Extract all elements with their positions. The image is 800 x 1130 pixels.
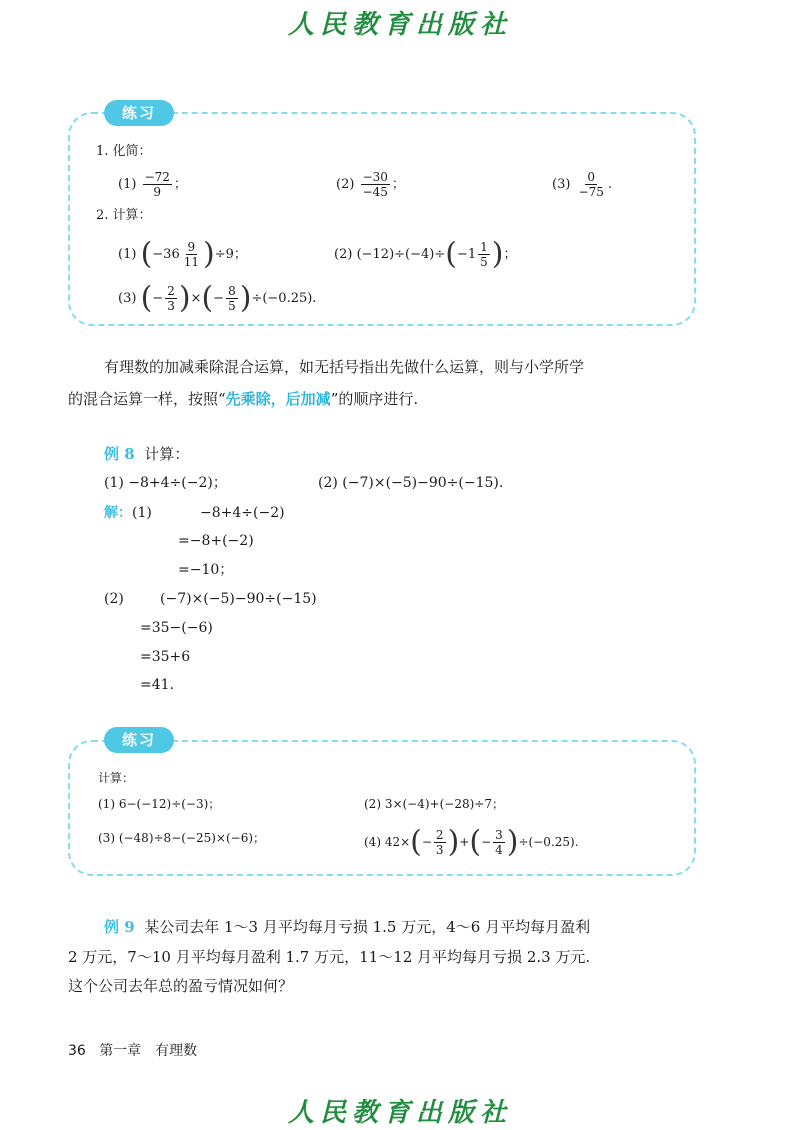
page-footer xyxy=(68,1040,197,1060)
ex1-q2-b-post: ； xyxy=(503,247,517,262)
denominator: 5 xyxy=(228,299,236,313)
solution-2-line-1: (−7)×(−5)−90÷(−15) xyxy=(160,591,317,607)
ex2-problem-3: (3) (−48)÷8−(−25)×(−6)； xyxy=(98,831,266,845)
solution-1-label: (1) xyxy=(132,505,152,521)
rule-highlight: 先乘除，后加减 xyxy=(225,390,331,408)
numerator: 1 xyxy=(480,240,488,254)
example-9-line-2: 2 万元，7～10 月平均每月盈利 1.7 万元，11～12 月平均每月亏损 2.3 万元. xyxy=(68,948,591,966)
ex1-q2-a-label: (1) xyxy=(118,247,137,262)
ex1-q2-a-fraction xyxy=(182,240,201,269)
ex1-q2-a-pre: −36 xyxy=(152,247,180,262)
solution-1-line-1: −8+4÷(−2) xyxy=(200,505,285,521)
ex1-q2-b xyxy=(334,236,517,272)
numerator: −72 xyxy=(144,170,170,184)
ex1-q1-b-end: ； xyxy=(391,177,405,192)
ex1-q2-a-post: ÷9； xyxy=(214,247,247,262)
solution-2-line-2: =35−(−6) xyxy=(140,620,213,636)
paragraph-line-2 xyxy=(68,384,418,415)
chapter-title: 第一章 有理数 xyxy=(99,1043,198,1059)
left-paren: ( xyxy=(469,824,482,860)
exercise-tag-2: 练习 xyxy=(104,727,174,753)
example-8-title: 计算： xyxy=(144,445,190,463)
left-paren: ( xyxy=(410,824,422,860)
numerator: 0 xyxy=(587,170,596,184)
ex1-q2-c-post: ÷(−0.25). xyxy=(251,291,317,306)
numerator: 3 xyxy=(495,828,503,842)
ex1-q1-b-label: (2) xyxy=(336,177,355,192)
ex1-q2-c-fraction-1 xyxy=(165,284,177,313)
solution-2-label: (2) xyxy=(104,591,124,607)
example-8-problem-2: (2) (−7)×(−5)−90÷(−15). xyxy=(318,475,504,491)
publisher-logo-header: 人民教育出版社 xyxy=(287,10,512,40)
ex1-q2-b-label: (2) xyxy=(334,247,353,262)
ex2-problem-1: (1) 6−(−12)÷(−3)； xyxy=(98,797,221,811)
right-paren: ) xyxy=(447,824,460,860)
ex1-q1-title: 1. 化简： xyxy=(96,144,152,159)
ex2-p4-mid: + xyxy=(459,835,470,849)
ex1-q1-a xyxy=(118,170,187,199)
solution-1-line-2: =−8+(−2) xyxy=(178,533,254,549)
ex1-q2-b-whole: −1 xyxy=(456,247,477,262)
ex2-p4-post: ÷(−0.25). xyxy=(518,835,579,849)
example-9-text-1: 某公司去年 1～3 月平均每月亏损 1.5 万元，4～6 月平均每月盈利 xyxy=(144,918,591,936)
example-9-label: 例 9 xyxy=(104,918,135,936)
denominator: −75 xyxy=(578,185,604,199)
ex1-q1-a-fraction xyxy=(143,170,172,199)
solution-label: 解： xyxy=(104,505,132,521)
example-8-heading xyxy=(104,443,189,465)
ex2-p4-fraction-2 xyxy=(493,828,505,857)
paragraph-line-1: 有理数的加减乘除混合运算，如无括号指出先做什么运算，则与小学所学 xyxy=(104,358,585,376)
ex1-q2-title: 2. 计算： xyxy=(96,208,152,223)
ex1-q1-c-fraction xyxy=(577,170,606,199)
right-paren: ) xyxy=(239,280,252,316)
denominator: 5 xyxy=(480,255,488,269)
numerator: 8 xyxy=(228,284,236,298)
solution-1-line-3: =−10； xyxy=(178,562,234,578)
example-8-problem-1: (1) −8+4÷(−2)； xyxy=(104,475,227,491)
ex1-q2-c: (3) (− $\frac{2}{3}$ )×(− $\frac{8}{5}$ )÷(−0.25). xyxy=(118,280,317,316)
publisher-logo-footer: 人民教育出版社 xyxy=(287,1098,512,1128)
solution-1-first xyxy=(104,502,152,524)
numerator: 2 xyxy=(167,284,175,298)
ex2-p4-pre: (4) 42× xyxy=(364,835,411,849)
right-paren: ) xyxy=(203,236,215,272)
example-8-label: 例 8 xyxy=(104,445,135,463)
left-paren: ( xyxy=(445,236,457,272)
right-paren: ) xyxy=(506,824,519,860)
left-paren: ( xyxy=(140,280,153,316)
ex2-problem-2: (2) 3×(−4)+(−28)÷7； xyxy=(364,797,504,811)
paragraph-line-2-pre: 的混合运算一样，按照“ xyxy=(68,390,226,408)
numerator: −30 xyxy=(362,170,388,184)
denominator: 9 xyxy=(153,185,162,199)
numerator: 9 xyxy=(187,240,196,254)
ex1-q1-a-label: (1) xyxy=(118,177,137,192)
ex1-q2-c-label: (3) xyxy=(118,291,137,306)
solution-2-line-3: =35+6 xyxy=(140,649,191,665)
ex1-q1-b xyxy=(336,170,405,199)
right-paren: ) xyxy=(178,280,191,316)
ex2-title: 计算： xyxy=(98,771,135,785)
solution-2-line-4: =41. xyxy=(140,677,174,693)
ex1-q2-c-fraction-2 xyxy=(226,284,238,313)
left-paren: ( xyxy=(201,280,214,316)
ex1-q1-b-fraction xyxy=(361,170,390,199)
ex2-p4-fraction-1 xyxy=(434,828,446,857)
ex1-q1-c-label: (3) xyxy=(552,177,571,192)
denominator: −45 xyxy=(362,185,388,199)
ex2-problem-4: (4) 42×(− $\frac{2}{3}$ )+(− $\frac{3}{4}$ )÷(−0.25). xyxy=(364,824,579,860)
example-9-line-1 xyxy=(104,912,590,943)
ex1-q1-c xyxy=(552,170,612,199)
denominator: 3 xyxy=(435,843,444,857)
exercise-tag-1: 练习 xyxy=(104,100,174,126)
page-number: 36 xyxy=(68,1043,86,1059)
ex1-q2-b-pre: (−12)÷(−4)÷ xyxy=(356,247,446,262)
paragraph-line-2-post: ”的顺序进行. xyxy=(330,390,419,408)
denominator: 3 xyxy=(167,299,175,313)
ex1-q2-b-fraction xyxy=(478,240,490,269)
left-paren: ( xyxy=(140,236,153,272)
ex1-q1-c-end: . xyxy=(607,177,613,192)
denominator: 4 xyxy=(495,843,503,857)
ex1-q2-a xyxy=(118,236,247,272)
ex1-q1-a-end: ； xyxy=(173,177,187,192)
ex1-q2-c-mid: × xyxy=(190,291,202,306)
right-paren: ) xyxy=(491,236,504,272)
example-9-line-3: 这个公司去年总的盈亏情况如何？ xyxy=(68,977,294,995)
numerator: 2 xyxy=(435,828,444,842)
denominator: 11 xyxy=(183,255,199,269)
